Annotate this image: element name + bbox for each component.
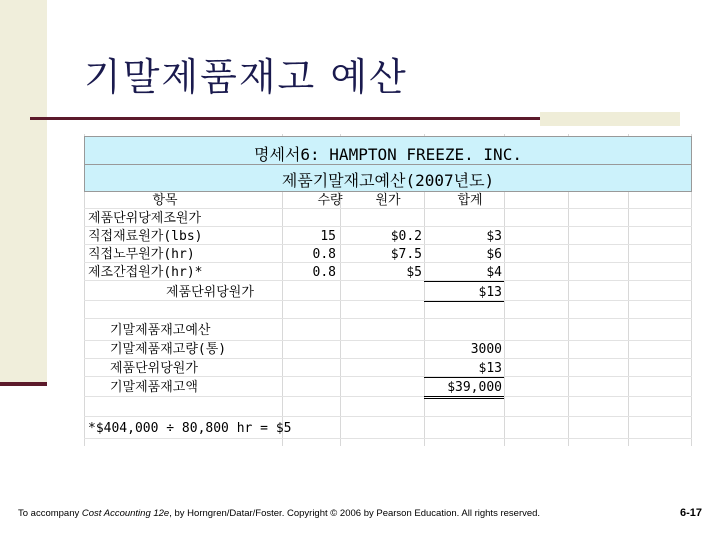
inventory-row-total: $13	[478, 361, 502, 376]
sheet-header-title: 명세서6: HAMPTON FREEZE. INC.	[254, 145, 522, 164]
inventory-row-total: 3000	[470, 342, 502, 357]
column-header-total: 합계	[457, 193, 483, 208]
row-cost: $0.2	[390, 229, 422, 244]
row-label: 직접재료원가(lbs)	[88, 229, 203, 244]
inventory-section-title: 기말제품재고예산	[110, 323, 211, 338]
subtotal-underline	[424, 377, 504, 378]
decorative-left-bar-accent	[0, 382, 47, 386]
subtotal-underline	[424, 281, 504, 282]
column-header-cost: 원가	[375, 193, 401, 208]
row-quantity: 0.8	[312, 247, 336, 262]
sheet-header-subtitle: 제품기말재고예산(2007년도)	[281, 171, 495, 190]
total-underline	[424, 396, 504, 397]
row-cost: $5	[406, 265, 422, 280]
grid-line	[84, 438, 692, 439]
unit-cost-label: 제품단위당원가	[166, 285, 254, 300]
row-label: 직접노무원가(hr)	[88, 247, 195, 262]
title-divider-accent	[540, 112, 680, 126]
footnote: *$404,000 ÷ 80,800 hr = $5	[88, 421, 292, 436]
inventory-row-label: 기말제품재고액	[110, 380, 198, 395]
footer-suffix: , by Horngren/Datar/Foster. Copyright © 2006 by Pearson Education. All rights reserved.	[169, 508, 541, 519]
grid-line	[84, 318, 692, 319]
total-underline	[424, 301, 504, 302]
column-header-item: 항목	[152, 193, 178, 208]
grid-line	[84, 396, 692, 397]
row-quantity: 15	[320, 229, 336, 244]
sheet-header-band	[84, 136, 692, 166]
inventory-row-total: $39,000	[447, 380, 502, 395]
column-header-quantity: 수량	[317, 193, 343, 208]
grid-line	[84, 416, 692, 417]
unit-cost-section-title: 제품단위당제조원가	[88, 211, 202, 226]
title-divider	[30, 117, 540, 120]
row-total: $6	[486, 247, 502, 262]
decorative-left-bar	[0, 0, 47, 386]
total-double-underline	[424, 398, 504, 399]
footer-prefix: To accompany	[18, 508, 82, 519]
row-total: $3	[486, 229, 502, 244]
page-number: 6-17	[680, 507, 703, 519]
inventory-row-label: 기말제품재고량(통)	[110, 342, 227, 357]
row-total: $4	[486, 265, 502, 280]
sheet-subheader-band	[84, 164, 692, 192]
slide-footer	[18, 508, 540, 519]
row-cost: $7.5	[390, 247, 422, 262]
unit-cost-total: $13	[478, 285, 502, 300]
grid-line	[84, 358, 692, 359]
row-quantity: 0.8	[312, 265, 336, 280]
slide-title: 기말제품재고 예산	[84, 55, 408, 99]
row-label: 제조간접원가(hr)*	[88, 265, 203, 280]
footer-book-title: Cost Accounting 12e	[81, 508, 170, 519]
inventory-row-label: 제품단위당원가	[110, 361, 198, 376]
